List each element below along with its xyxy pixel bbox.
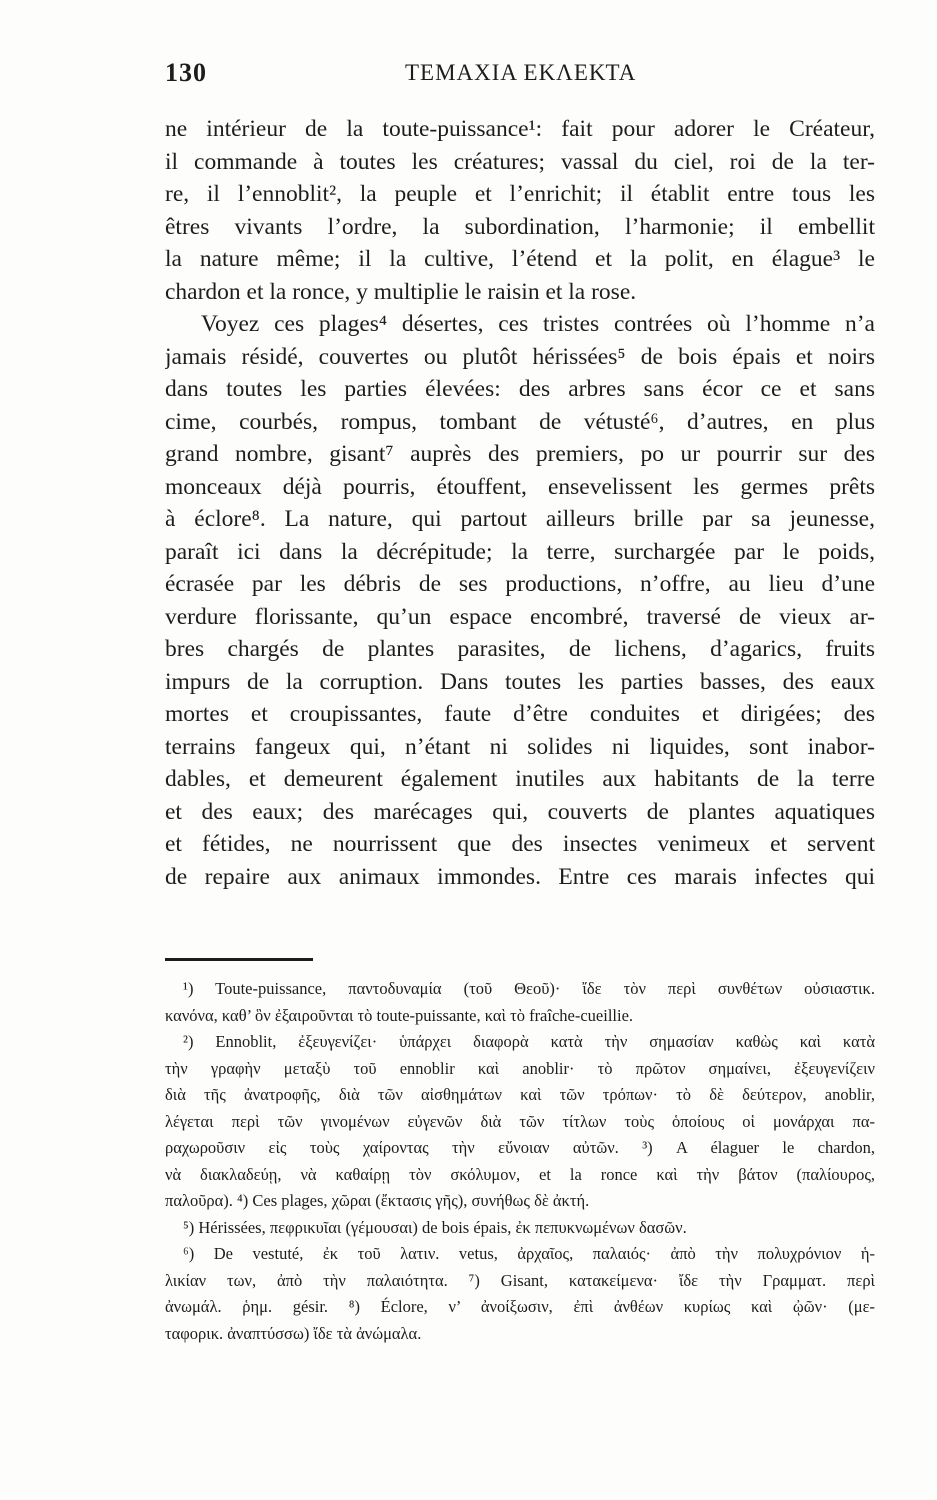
footnote-line: νὰ διακλαδεύῃ, νὰ καθαίρῃ τὸν σκόλυμον, et la ronce καὶ τὴν βάτον (παλίουρος, xyxy=(165,1164,875,1184)
text-line: Voyez ces plages⁴ désertes, ces tristes contrées où l’homme n’a xyxy=(201,311,875,337)
footnote-line: ταφορικ. ἀναπτύσσω) ἴδε τὰ ἀνώμαλα. xyxy=(165,1323,422,1343)
text-line: monceaux déjà pourris, étouffent, ensevelissent les germes prêts xyxy=(165,473,875,500)
footnote-line: ἀνωμάλ. ῥημ. gésir. ⁸) Éclore, ν’ ἀνοίξωσιν, ἐπὶ ἀνθέων κυρίως καὶ ᾠῶν· (με- xyxy=(165,1297,875,1316)
footnote-line: λέγεται περὶ τῶν γινομένων εὐγενῶν διὰ τῶν τίτλων τοὺς ὁποίους οἱ μονάρχαι πα- xyxy=(165,1111,875,1131)
text-line: mortes et croupissantes, faute d’être conduites et dirigées; des xyxy=(165,701,875,727)
footnote-line: λικίαν των, ἀπὸ τὴν παλαιότητα. ⁷) Gisant, κατακείμενα· ἴδε τὴν Γραμματ. περὶ xyxy=(165,1270,875,1290)
text-line: re, il l’ennoblit², la peuple et l’enrichit; il établit entre tous les xyxy=(165,181,875,207)
text-line: dans toutes les parties élevées: des arbres sans écor ce et sans xyxy=(165,376,875,402)
text-line: terrains fangeux qui, n’étant ni solides ni liquides, sont inabor- xyxy=(165,733,875,760)
footnote-line: ²) Ennoblit, ἐξευγενίζει· ὑπάρχει διαφορὰ κατὰ τὴν σημασίαν καθὼς καὶ κατὰ xyxy=(183,1032,875,1051)
text-line: à éclore⁸. La nature, qui partout ailleurs brille par sa jeunesse, xyxy=(165,506,875,532)
footnote-line: ¹) Toute-puissance, παντοδυναμία (τοῦ Θεοῦ)· ἴδε τὸν περὶ συνθέτων οὐσιαστικ. xyxy=(183,979,875,998)
page-number: 130 xyxy=(165,58,207,87)
footnote-line: παλοῦρα). ⁴) Ces plages, χῶραι (ἔκτασις γῆς), συνήθως δὲ ἀκτή. xyxy=(165,1191,590,1210)
text-line: paraît ici dans la décrépitude; la terre, surchargée par le poids, xyxy=(165,538,875,565)
text-line: dables, et demeurent également inutiles aux habitants de la terre xyxy=(165,766,875,792)
footnote-line: διὰ τῆς ἀνατροφῆς, διὰ τῶν αἰσθημάτων καὶ τῶν τρόπων· τὸ δὲ δεύτερον, anoblir, xyxy=(165,1085,875,1104)
running-title: ΤΕΜΑΧΙΑ ΕΚΛΕΚΤΑ xyxy=(405,60,637,85)
text-line: et des eaux; des marécages qui, couverts de plantes aquatiques xyxy=(165,798,875,825)
text-line: cime, courbés, rompus, tombant de vétusté⁶, d’autres, en plus xyxy=(165,408,875,435)
text-line: êtres vivants l’ordre, la subordination, l’harmonie; il embellit xyxy=(165,213,875,240)
text-line: verdure florissante, qu’un espace encombré, traversé de vieux ar- xyxy=(165,603,875,630)
footnote-line: ραχωροῦσιν εἰς τοὺς χαίροντας τὴν εὔνοιαν αὐτῶν. ³) A élaguer le chardon, xyxy=(165,1138,875,1157)
main-text xyxy=(165,113,875,893)
footnote-line: ⁶) De vestuté, ἐκ τοῦ λατιν. vetus, ἀρχαῖος, παλαιός· ἀπὸ τὴν πολυχρόνιον ἡ- xyxy=(183,1244,875,1263)
footnote-line: τὴν γραφὴν μεταξὺ τοῦ ennoblir καὶ anoblir· τὸ πρῶτον σημαίνει, ἐξευγενίζειν xyxy=(165,1058,875,1078)
footnote-line: ⁵) Hérissées, πεφρικυῖαι (γέμουσαι) de bois épais, ἐκ πεπυκνωμένων δασῶν. xyxy=(183,1217,687,1237)
text-line: la nature même; il la cultive, l’étend et la polit, en élague³ le xyxy=(165,246,875,272)
text-line: et fétides, ne nourrissent que des insectes venimeux et servent xyxy=(165,831,875,857)
text-line: grand nombre, gisant⁷ auprès des premiers, po ur pourrir sur des xyxy=(165,441,875,467)
text-line: jamais résidé, couvertes ou plutôt hérissées⁵ de bois épais et noirs xyxy=(165,343,875,370)
text-line: ne intérieur de la toute-puissance¹: fait pour adorer le Créateur, xyxy=(165,116,875,142)
footnotes xyxy=(165,976,875,1347)
text-line: impurs de la corruption. Dans toutes les parties basses, des eaux xyxy=(165,668,875,695)
text-line: il commande à toutes les créatures; vassal du ciel, roi de la ter- xyxy=(165,148,875,175)
page-header xyxy=(165,58,885,88)
text-line: chardon et la ronce, y multiplie le raisin et la rose. xyxy=(165,278,637,305)
text-line: de repaire aux animaux immondes. Entre ces marais infectes qui xyxy=(165,863,875,890)
text-line: écrasée par les débris de ses productions, n’offre, au lieu d’une xyxy=(165,571,875,597)
text-line: bres chargés de plantes parasites, de lichens, d’agarics, fruits xyxy=(165,636,875,662)
footnote-divider xyxy=(165,958,313,961)
footnote-line: κανόνα, καθ’ ὃν ἐξαιροῦνται τὸ toute-puissante, καὶ τὸ fraîche-cueillie. xyxy=(165,1005,634,1025)
